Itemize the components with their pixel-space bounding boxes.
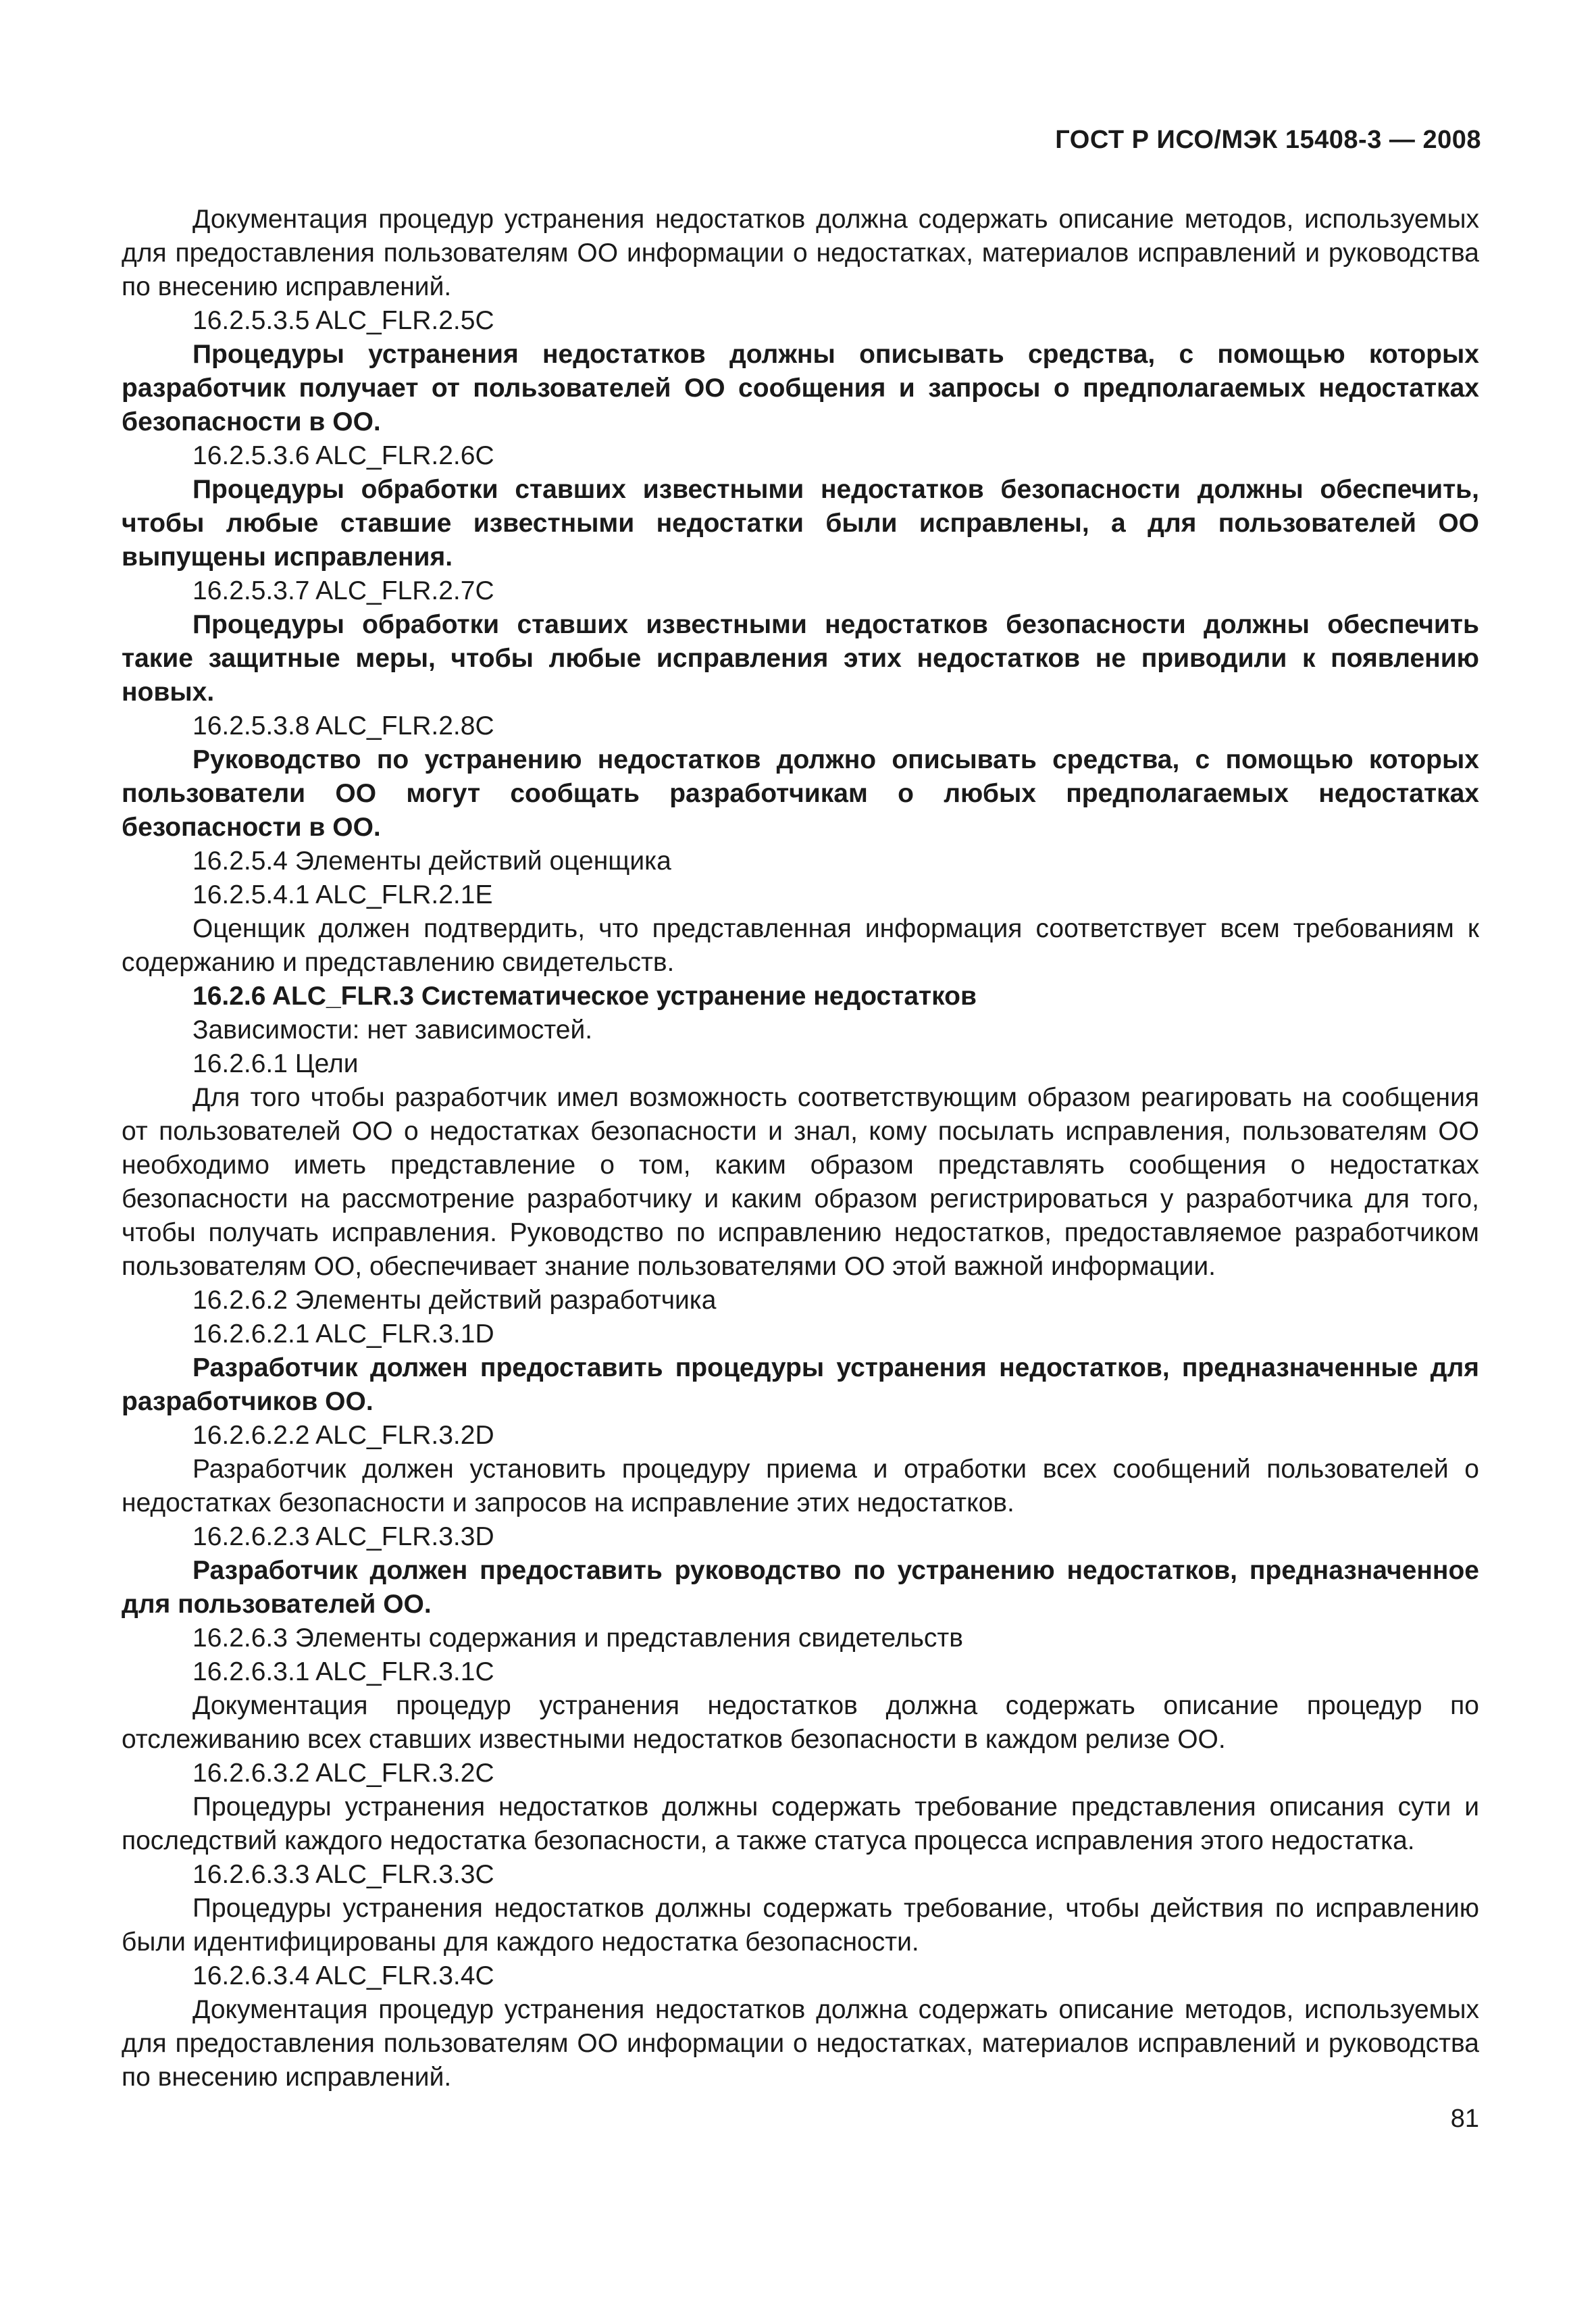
paragraph: Оценщик должен подтвердить, что представленная информация соответствует всем требованиям к содержанию и представлению свидетельств. xyxy=(122,914,1479,977)
paragraph: Процедуры обработки ставших известными недостатков безопасности должны обеспечить такие защитные меры, чтобы любые исправления этих недостатков не приводили к появлению новых. xyxy=(122,610,1479,707)
paragraph: 16.2.6.3.4 ALC_FLR.3.4C xyxy=(192,1961,494,1990)
paragraph: Разработчик должен установить процедуру приема и отработки всех сообщений пользователей о недостатках безопасности и запросов на исправление этих недостатков. xyxy=(122,1455,1479,1517)
paragraph: Разработчик должен предоставить руководство по устранению недостатков, предназначенное для пользователей ОО. xyxy=(122,1556,1479,1619)
paragraph: 16.2.6.2.3 ALC_FLR.3.3D xyxy=(192,1522,494,1551)
paragraph: 16.2.5.3.6 ALC_FLR.2.6C xyxy=(192,441,494,470)
paragraph: 16.2.5.3.5 ALC_FLR.2.5C xyxy=(192,306,494,335)
document-header: ГОСТ Р ИСО/МЭК 15408-3 — 2008 xyxy=(1055,126,1481,154)
paragraph: 16.2.5.3.8 ALC_FLR.2.8C xyxy=(192,711,494,740)
paragraph: Документация процедур устранения недостатков должна содержать описание методов, используемых для предоставления пользователям ОО информации о недостатках, материалов исправлений и руководства по внесению исправлений. xyxy=(122,1995,1479,2092)
paragraph: 16.2.6.3.1 ALC_FLR.3.1C xyxy=(192,1657,494,1686)
paragraph: 16.2.6.1 Цели xyxy=(192,1049,359,1078)
paragraph: 16.2.5.4.1 ALC_FLR.2.1E xyxy=(192,880,493,909)
paragraph: Процедуры устранения недостатков должны содержать требование, чтобы действия по исправлению были идентифицированы для каждого недостатка безопасности. xyxy=(122,1894,1479,1957)
paragraph: 16.2.5.3.7 ALC_FLR.2.7C xyxy=(192,576,494,605)
paragraph: 16.2.6.3.3 ALC_FLR.3.3C xyxy=(192,1860,494,1889)
paragraph: 16.2.6.3 Элементы содержания и представления свидетельств xyxy=(192,1624,964,1653)
paragraph: Документация процедур устранения недостатков должна содержать описание процедур по отслеживанию всех ставших известными недостатков безопасности в каждом релизе ОО. xyxy=(122,1691,1479,1754)
paragraph: 16.2.6.2.1 ALC_FLR.3.1D xyxy=(192,1319,494,1349)
paragraph: Процедуры устранения недостатков должны описывать средства, с помощью которых разработчик получает от пользователей ОО сообщения и запросы о предполагаемых недостатках безопасности в ОО. xyxy=(122,340,1479,436)
paragraph: Для того чтобы разработчик имел возможность соответствующим образом реагировать на сообщения от пользователей ОО о недостатках безопасности и знал, кому посылать исправления, пользователям ОО необходимо иметь представление о том, каким образом представлять сообщения о недостатках безопасности на рассмотрение разработчику и каким образом регистрироваться у разработчика для того, чтобы получать исправления. Руководство по исправлению недостатков, предоставляемое разработчиком пользователям ОО, обеспечивает знание пользователями ОО этой важной информации. xyxy=(122,1083,1479,1281)
paragraph: Процедуры устранения недостатков должны содержать требование представления описания сути и последствий каждого недостатка безопасности, а также статуса процесса исправления этого недостатка. xyxy=(122,1792,1479,1855)
paragraph: 16.2.6.3.2 ALC_FLR.3.2C xyxy=(192,1759,494,1788)
paragraph: Руководство по устранению недостатков должно описывать средства, с помощью которых пользователи ОО могут сообщать разработчикам о любых предполагаемых недостатках безопасности в ОО. xyxy=(122,745,1479,842)
page-number: 81 xyxy=(1450,2105,1479,2133)
paragraph: 16.2.6.2 Элементы действий разработчика xyxy=(192,1286,717,1315)
paragraph: 16.2.5.4 Элементы действий оценщика xyxy=(192,847,671,876)
paragraph: 16.2.6.2.2 ALC_FLR.3.2D xyxy=(192,1421,494,1450)
paragraph: Зависимости: нет зависимостей. xyxy=(192,1015,593,1045)
document-body xyxy=(122,203,1479,2094)
paragraph: Разработчик должен предоставить процедуры устранения недостатков, предназначенные для разработчиков ОО. xyxy=(122,1353,1479,1416)
paragraph: Документация процедур устранения недостатков должна содержать описание методов, используемых для предоставления пользователям ОО информации о недостатках, материалов исправлений и руководства по внесению исправлений. xyxy=(122,205,1479,301)
paragraph: 16.2.6 ALC_FLR.3 Систематическое устранение недостатков xyxy=(192,982,977,1011)
paragraph: Процедуры обработки ставших известными недостатков безопасности должны обеспечить, чтобы любые ставшие известными недостатки были исправлены, а для пользователей ОО выпущены исправления. xyxy=(122,475,1479,572)
